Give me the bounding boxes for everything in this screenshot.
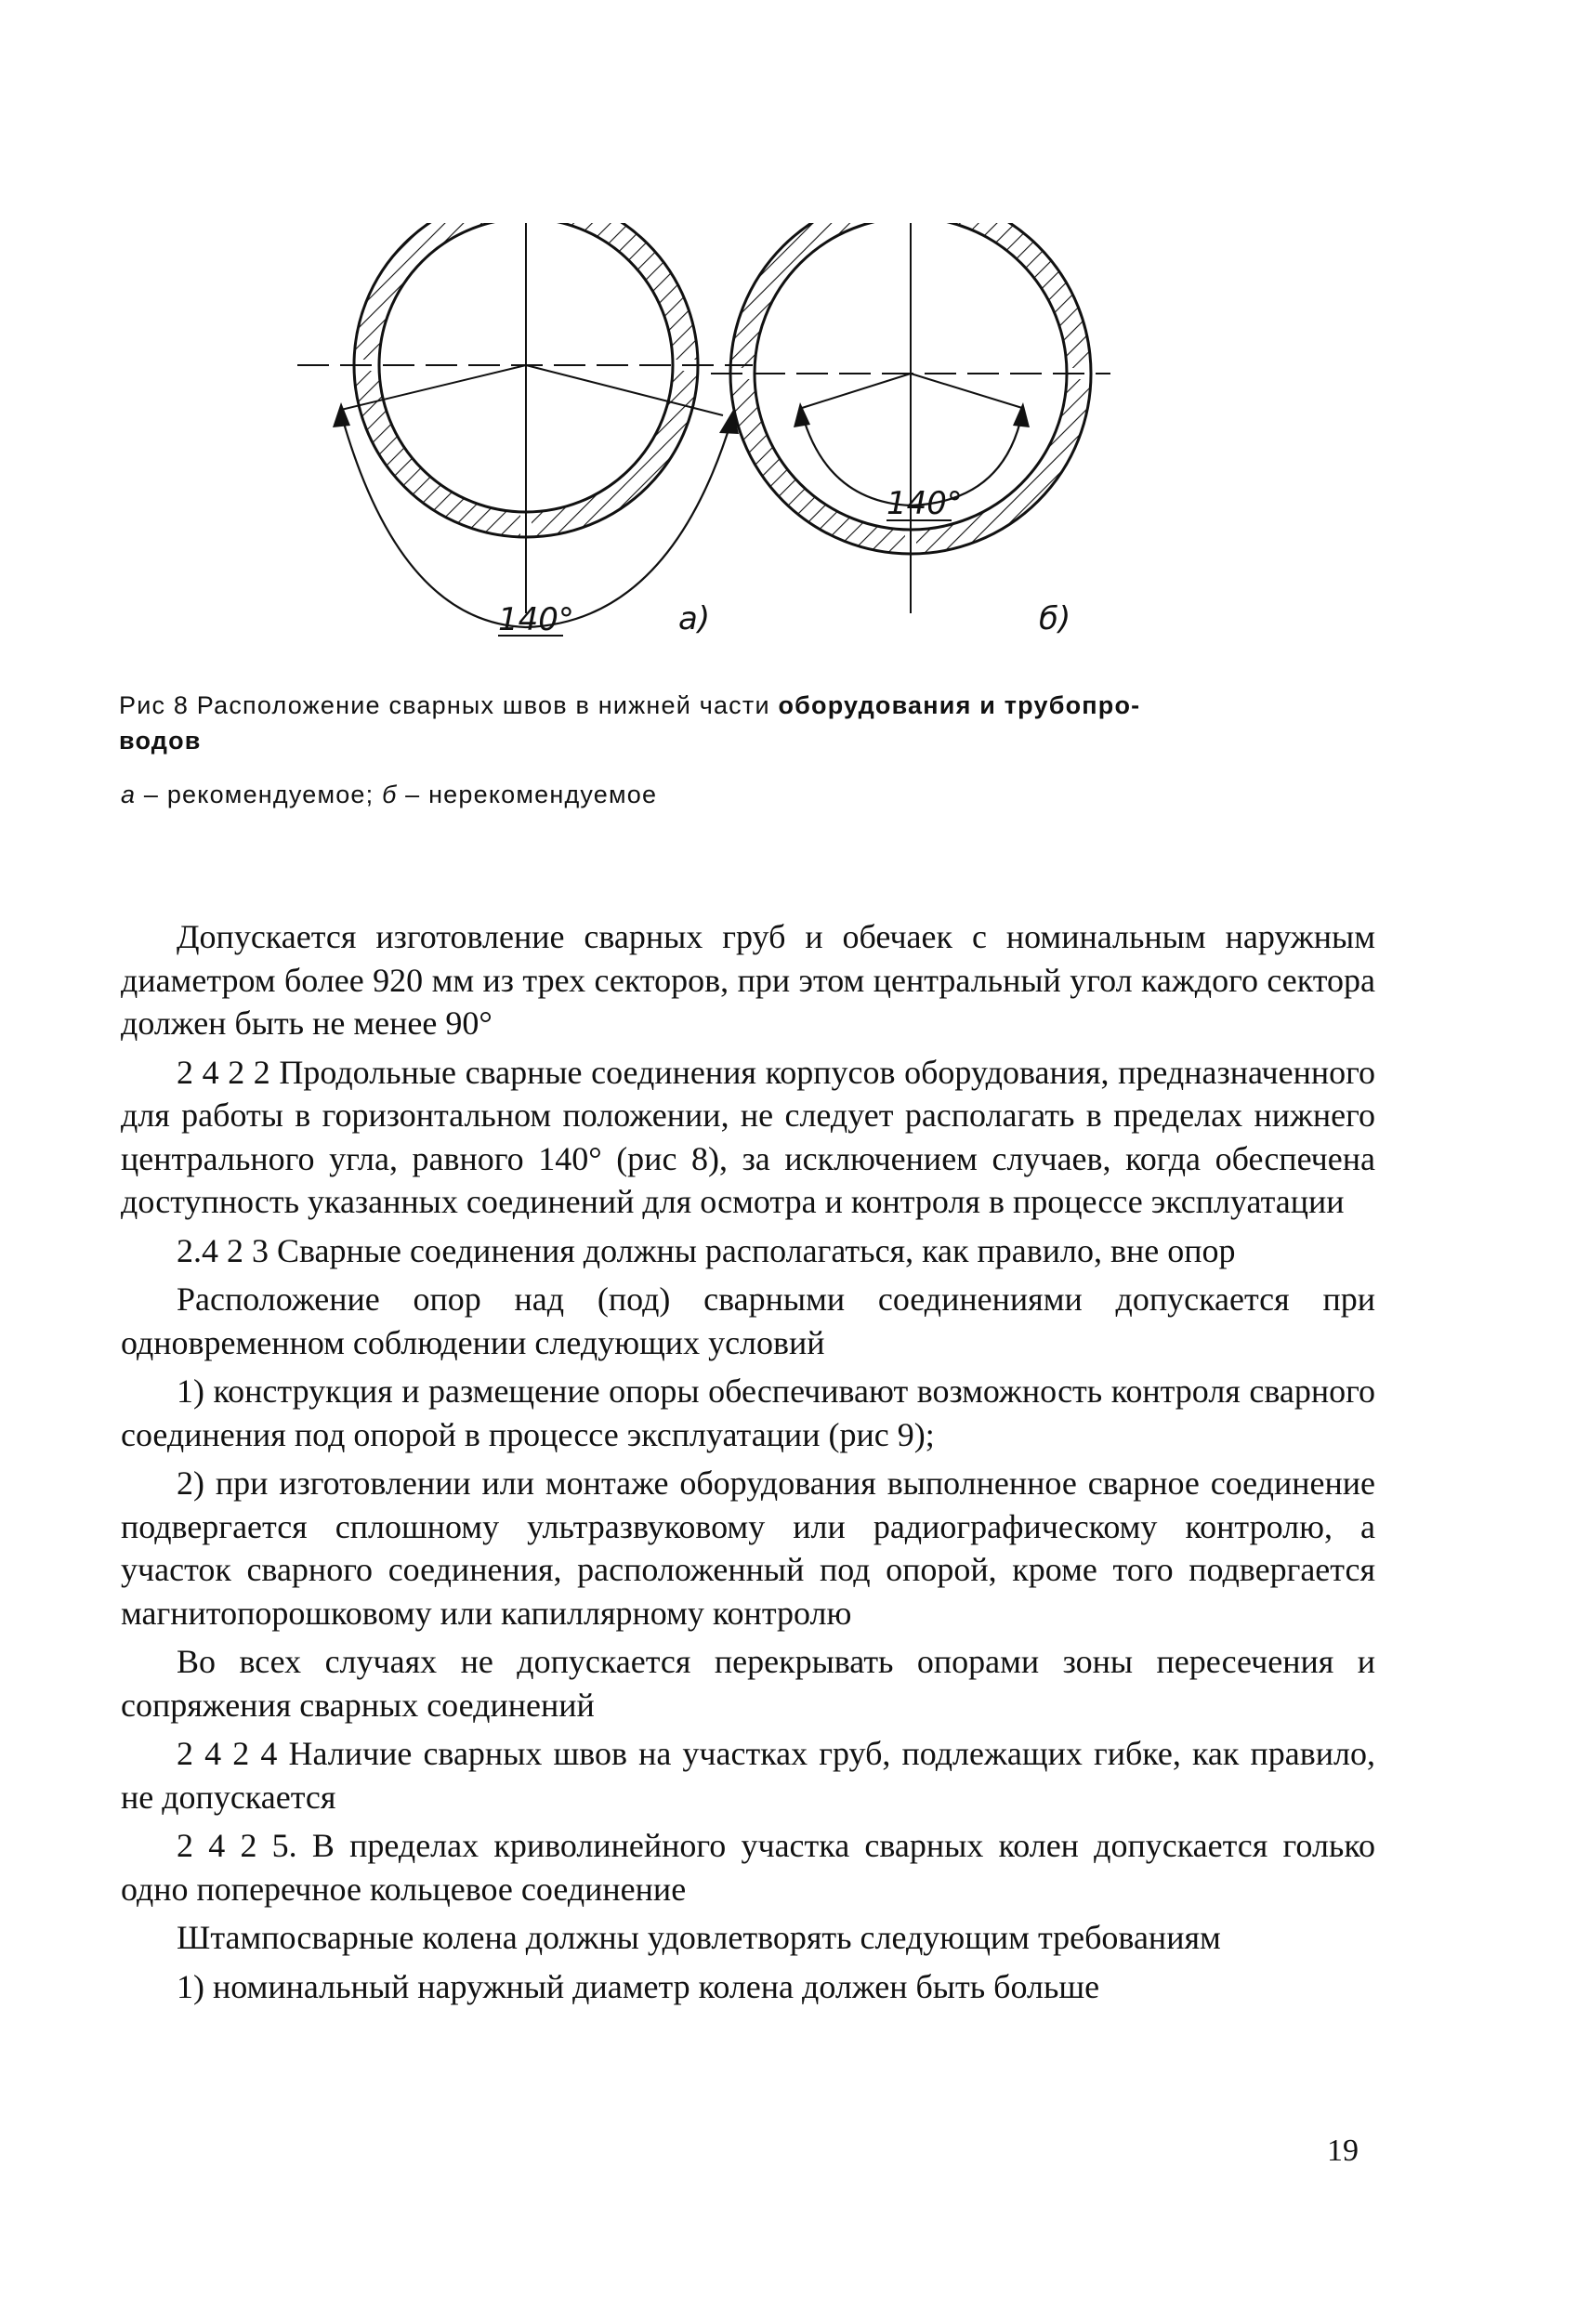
body-text — [121, 915, 1375, 2008]
paragraph-4: Расположение опор над (под) сварными соединениями допускается при одновременном соблюдении следующих условий — [121, 1280, 1375, 1361]
page-number: 19 — [1327, 2134, 1359, 2168]
paragraph-1: Допускается изготовление сварных груб и обечаек с номинальным наружным диаметром более 920 мм из трех секторов, при этом центральный угол каждого сектора должен быть не менее 90° — [121, 918, 1375, 1042]
paragraph-condition-2: 2) при изготовлении или монтаже оборудования выполненное сварное соединение подвергается сплошному ультразвуковому или радиографическому контролю, а участок сварного соединения, расположенный под опорой, кроме того подвергается магнитопорошковому или капиллярному контролю — [121, 1464, 1375, 1632]
legend-letter-b: б — [382, 781, 398, 808]
caption-legend — [119, 777, 1373, 812]
pipe-section-a — [297, 223, 753, 638]
caption-text-regular: Рис 8 Расположение сварных швов в нижней части — [119, 691, 779, 719]
pipe-section-b — [711, 223, 1110, 637]
figure-label-a: а) — [678, 600, 711, 637]
caption-line-1 — [119, 688, 1373, 723]
caption-text-bold: оборудования и трубопро- — [778, 691, 1141, 719]
figure-drawing — [279, 223, 1115, 669]
paragraph-2424: 2 4 2 4 Наличие сварных швов на участках груб, подлежащих гибке, как правило, не допускается — [121, 1735, 1375, 1816]
figure-weld-placement — [279, 223, 1115, 669]
paragraph-2425: 2 4 2 5. В пределах криволинейного участка сварных колен допускается голько одно поперечное кольцевое соединение — [121, 1827, 1375, 1908]
legend-text-a: – рекомендуемое; — [136, 781, 383, 808]
paragraph-condition-1: 1) конструкция и размещение опоры обеспечивают возможность контроля сварного соединения под опорой в процессе эксплуатации (рис 9); — [121, 1372, 1375, 1453]
paragraph-requirement-1: 1) номинальный наружный диаметр колена должен быть больше — [177, 1967, 1100, 2005]
angle-label-a: 140° — [498, 601, 574, 638]
angle-label-b: 140° — [886, 485, 963, 522]
caption-line-2: водов — [119, 727, 202, 755]
legend-letter-a: а — [121, 781, 137, 808]
figure-label-b: б) — [1039, 600, 1071, 637]
paragraph-7: Во всех случаях не допускается перекрывать опорами зоны пересечения и сопряжения сварных соединений — [121, 1643, 1375, 1724]
figure-caption — [119, 688, 1373, 812]
paragraph-2422: 2 4 2 2 Продольные сварные соединения корпусов оборудования, предназначенного для работы в горизонтальном положении, не следует располагать в пределах нижнего центрального угла, равного 140° (рис 8), за исключением случаев, когда обеспечена доступность указанных соединений для осмотра и контроля в процессе эксплуатации — [121, 1053, 1375, 1220]
legend-text-b: – нерекомендуемое — [397, 781, 658, 808]
paragraph-10: Штампосварные колена должны удовлетворять следующим требованиям — [177, 1919, 1221, 1956]
paragraph-2423: 2.4 2 3 Сварные соединения должны располагаться, как правило, вне опор — [177, 1231, 1236, 1269]
